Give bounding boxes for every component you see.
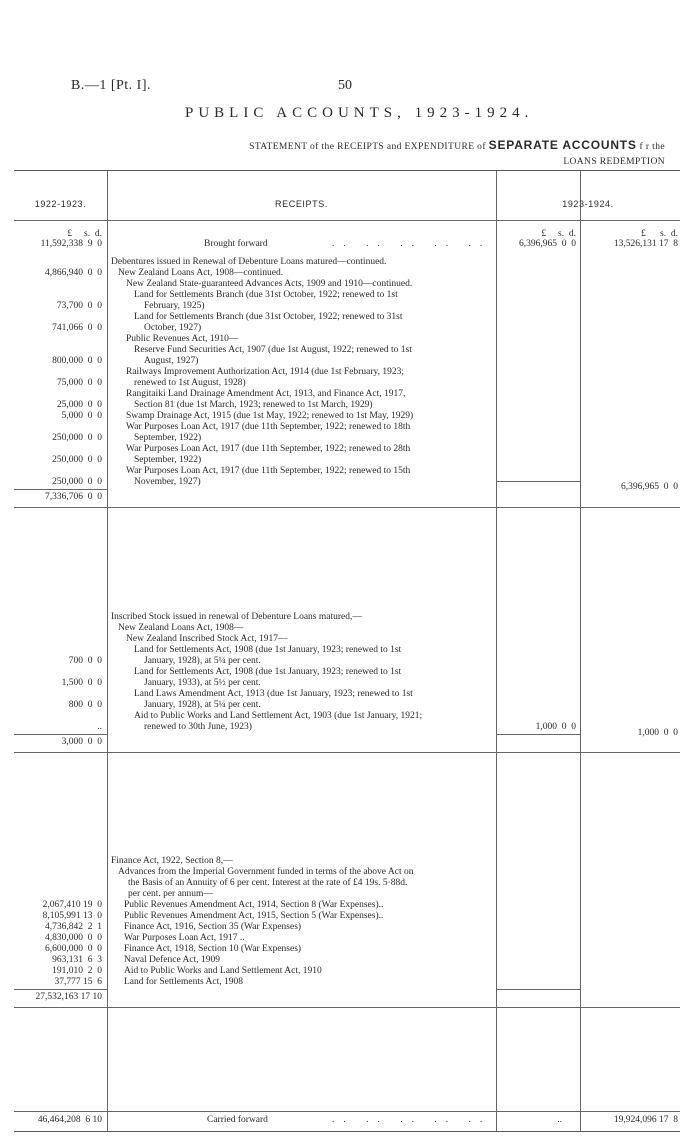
section3-intro: the Basis of an Annuity of 6 per cent. Interest at the rate of £4 19s. 5·88d.: [128, 878, 408, 888]
carried-forward-inner: ..: [557, 1115, 562, 1125]
section1-prev-amount: 800,000 0 0: [52, 356, 102, 366]
currency-head-inner: £ s. d.: [541, 229, 576, 239]
section2-heading: Inscribed Stock issued in renewal of Debenture Loans matured,—: [111, 612, 362, 622]
section2-line: January, 1933), at 5½ per cent.: [144, 678, 261, 688]
section1-line: Rangitaiki Land Drainage Amendment Act, 1913, and Finance Act, 1917,: [126, 389, 406, 399]
section1-line: renewed to 1st August, 1928): [134, 378, 246, 388]
column-header-prev-year: 1922-1923.: [34, 199, 87, 209]
subtotal-rule: [496, 734, 580, 735]
section2-inner-amount: 1,000 0 0: [535, 722, 576, 732]
section1-line: Land for Settlements Branch (due 31st October, 1922; renewed to 31st: [134, 312, 403, 322]
carried-forward-outer: 19,924,096 17 8: [613, 1115, 678, 1125]
carried-rule: [14, 1111, 680, 1112]
subtotal-rule: [14, 489, 107, 490]
brought-forward-inner: 6,396,965 0 0: [519, 239, 576, 249]
currency-head-prev: £ s. d.: [67, 229, 102, 239]
header-rule: [14, 220, 680, 221]
section1-prev-amount: 250,000 0 0: [52, 477, 102, 487]
section3-heading: Finance Act, 1922, Section 8,—: [111, 856, 233, 866]
carried-forward-prev: 46,464,208 6 10: [37, 1115, 102, 1125]
section3-item-prev: 8,105,991 13 0: [42, 911, 102, 921]
section1-line: October, 1927): [144, 323, 202, 333]
section1-line: November, 1927): [134, 477, 201, 487]
subtitle-post: f r the: [636, 142, 665, 152]
section2-line: January, 1928), at 5¼ per cent.: [144, 656, 261, 666]
section3-item-label: Public Revenues Amendment Act, 1915, Section 5 (War Expenses)..: [124, 911, 384, 921]
column-divider: [107, 171, 108, 1131]
section1-line: War Purposes Loan Act, 1917 (due 11th September, 1922; renewed to 18th: [126, 422, 411, 432]
section2-act2: New Zealand Inscribed Stock Act, 1917—: [126, 634, 288, 644]
section3-intro: Advances from the Imperial Government funded in terms of the above Act on: [118, 867, 414, 877]
section3-item-prev: 963,131 6 3: [52, 955, 102, 965]
section1-prev-amount: 250,000 0 0: [52, 433, 102, 443]
section3-item-label: Finance Act, 1916, Section 35 (War Expenses): [124, 922, 302, 932]
brought-forward-prev: 11,592,338 9 0: [40, 239, 102, 249]
section-rule: [14, 1007, 680, 1008]
section2-line: renewed to 30th June, 1923): [144, 722, 252, 732]
section2-line: Land Laws Amendment Act, 1913 (due 1st January, 1923; renewed to 1st: [134, 689, 413, 699]
section2-line: Aid to Public Works and Land Settlement Act, 1903 (due 1st January, 1921;: [134, 711, 423, 721]
section1-prev-amount: 250,000 0 0: [52, 455, 102, 465]
section2-prev-amount: 700 0 0: [68, 656, 102, 666]
column-header-curr-year: 1923-1924.: [562, 199, 614, 209]
section1-line: War Purposes Loan Act, 1917 (due 11th September, 1922; renewed to 15th: [126, 466, 411, 476]
section3-item-prev: 4,830,000 0 0: [45, 933, 102, 943]
section3-item-prev: 2,067,410 19 0: [42, 900, 102, 910]
section3-item-label: Aid to Public Works and Land Settlement Act, 1910: [124, 966, 322, 976]
leader-dots: .. .. .. .. ..: [332, 239, 492, 249]
section1-prev-amount: 75,000 0 0: [56, 378, 102, 388]
section3-item-label: Naval Defence Act, 1909: [124, 955, 221, 965]
subtotal-rule: [14, 734, 107, 735]
column-header-receipts: RECEIPTS.: [275, 199, 328, 209]
brought-forward-outer: 13,526,131 17 8: [613, 239, 678, 249]
section1-prev-total: 7,336,706 0 0: [45, 492, 102, 502]
section-rule: [14, 752, 680, 753]
section1-line: Public Revenues Act, 1910—: [126, 334, 239, 344]
section3-item-label: Land for Settlements Act, 1908: [124, 977, 243, 987]
section1-line: Reserve Fund Securities Act, 1907 (due 1st August, 1922; renewed to 1st: [134, 345, 412, 355]
section3-item-prev: 6,600,000 0 0: [45, 944, 102, 954]
section2-prev-amount: ..: [97, 722, 102, 732]
section1-line: September, 1922): [134, 455, 202, 465]
section1-act1: New Zealand Loans Act, 1908—continued.: [118, 268, 284, 278]
section3-intro: per cent. per annum—: [128, 889, 213, 899]
section3-item-label: War Purposes Loan Act, 1917 ..: [124, 933, 245, 943]
section1-heading: Debentures issued in Renewal of Debenture Loans matured—continued.: [111, 257, 387, 267]
section1-line: Swamp Drainage Act, 1915 (due 1st May, 1922; renewed to 1st May, 1929): [126, 411, 414, 421]
brought-forward-label: Brought forward: [204, 239, 268, 249]
section1-line: August, 1927): [144, 356, 199, 366]
column-divider: [580, 171, 581, 1131]
section2-prev-amount: 800 0 0: [68, 700, 102, 710]
subtitle-pre: STATEMENT of the RECEIPTS and EXPENDITURE of: [249, 142, 489, 152]
section1-line: Railways Improvement Authorization Act, 1914 (due 1st February, 1923;: [126, 367, 405, 377]
carried-forward-label: Carried forward: [207, 1115, 268, 1125]
column-divider: [496, 171, 497, 1131]
section2-line: Land for Settlements Act, 1908 (due 1st January, 1923; renewed to 1st: [134, 645, 402, 655]
section1-line: Land for Settlements Branch (due 31st October, 1922; renewed to 1st: [134, 290, 398, 300]
section3-item-prev: 191,010 2 0: [52, 966, 102, 976]
section1-prev-amount: 741,066 0 0: [52, 323, 102, 333]
section3-item-label: Public Revenues Amendment Act, 1914, Section 8 (War Expenses)..: [124, 900, 384, 910]
section1-prev-amount: 4,866,940 0 0: [45, 268, 102, 278]
section1-prev-amount: 73,700 0 0: [56, 301, 102, 311]
section1-line: September, 1922): [134, 433, 202, 443]
section1-act2: New Zealand State-guaranteed Advances Acts, 1909 and 1910—continued.: [126, 279, 413, 289]
section2-line: Land for Settlements Act, 1908 (due 1st January, 1923; renewed to 1st: [134, 667, 402, 677]
section1-line: February, 1925): [144, 301, 205, 311]
page-number: 50: [338, 78, 352, 93]
section1-prev-amount: 5,000 0 0: [61, 411, 102, 421]
page-title: PUBLIC ACCOUNTS, 1923-1924.: [185, 105, 534, 121]
section1-line: War Purposes Loan Act, 1917 (due 11th September, 1922; renewed to 28th: [126, 444, 411, 454]
leader-dots: .. .. .. .. ..: [332, 1115, 492, 1125]
subtotal-rule: [14, 989, 107, 990]
section3-item-label: Finance Act, 1918, Section 10 (War Expenses): [124, 944, 302, 954]
subtotal-rule: [496, 989, 580, 990]
section3-item-prev: 37,777 15 6: [54, 977, 102, 987]
subtotal-rule: [496, 481, 580, 482]
section2-act1: New Zealand Loans Act, 1908—: [118, 623, 244, 633]
section-rule: [14, 507, 680, 508]
section2-prev-total: 3,000 0 0: [61, 737, 102, 747]
report-reference: B.—1 [Pt. I].: [71, 78, 151, 93]
receipts-table: [14, 170, 680, 1132]
section1-line: Section 81 (due 1st March, 1923; renewed to 1st March, 1929): [134, 400, 373, 410]
subtitle-bold: SEPARATE ACCOUNTS: [488, 138, 637, 152]
section3-prev-total: 27,532,163 17 10: [35, 992, 102, 1002]
section2-prev-amount: 1,500 0 0: [61, 678, 102, 688]
section3-item-prev: 4,736,842 2 1: [45, 922, 102, 932]
section1-prev-amount: 25,000 0 0: [56, 400, 102, 410]
section1-outer-total: 6,396,965 0 0: [621, 482, 678, 492]
currency-head-outer: £ s. d.: [641, 229, 678, 239]
subtitle-line2: LOANS REDEMPTION: [563, 157, 665, 167]
statement-subtitle: [185, 138, 665, 170]
section2-line: January, 1928), at 5¼ per cent.: [144, 700, 261, 710]
section2-outer-total: 1,000 0 0: [637, 728, 678, 738]
